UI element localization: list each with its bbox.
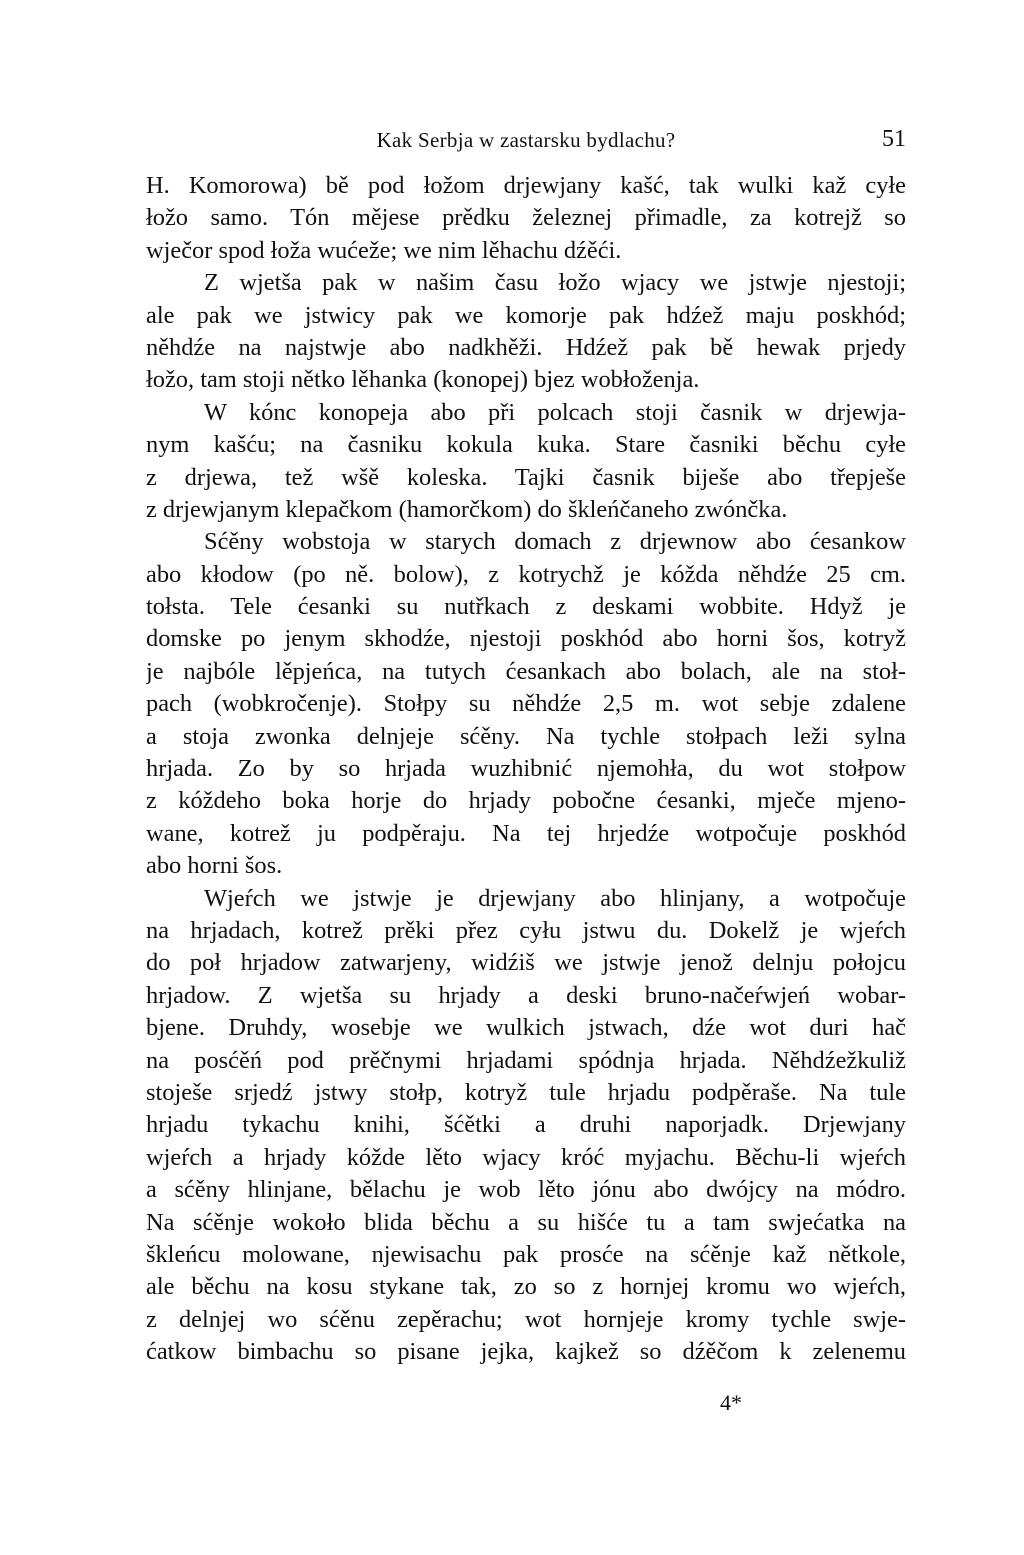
text-line: a stoja zwonka delnjeje sćěny. Na tychle stołpach leži sylna <box>146 722 906 750</box>
text-line: abo kłodow (po ně. bolow), z kotrychž je kóžda něhdźe 25 cm. <box>146 560 906 588</box>
page-header <box>146 118 906 168</box>
text-line: hrjadow. Z wjetša su hrjady a deski bruno-načeŕwjeń wobar- <box>146 981 906 1009</box>
text-line: něhdźe na najstwje abo nadkhěži. Hdźež pak bě hewak prjedy <box>146 333 906 361</box>
text-line: z drjewjanym klepačkom (hamorčkom) do škleńčaneho zwónčka. <box>146 495 788 523</box>
text-line: H. Komorowa) bě pod łožom drjewjany kašć, tak wulki kaž cyłe <box>146 172 906 199</box>
text-line: pach (wobkročenje). Stołpy su něhdźe 2,5 m. wot sebje zdalene <box>146 690 906 718</box>
running-title: Kak Serbja w zastarsku bydlachu? <box>376 128 676 152</box>
text-line: W kónc konopeja abo při polcach stoji časnik w drjewja- <box>204 398 906 426</box>
text-line: na hrjadach, kotrež prěki přez cyłu jstwu du. Dokelž je wjeŕch <box>146 916 906 944</box>
text-line: łožo, tam stoji nětko lěhanka (konopej) bjez wobłoženja. <box>146 366 700 394</box>
text-line: domske po jenym skhodźe, njestoji poskhód abo horni šos, kotryž <box>146 625 906 653</box>
text-line: łožo samo. Tón mějese prědku železnej přimadle, za kotrejž so <box>146 204 906 232</box>
text-line: je najbóle lěpjeńca, na tutych ćesankach abo bolach, ale na stoł- <box>146 657 906 685</box>
text-line: hrjadu tykachu knihi, šćětki a druhi naporjadk. Drjewjany <box>146 1111 906 1139</box>
text-line: wječor spod łoža wućeže; we nim lěhachu dźěći. <box>146 236 622 264</box>
text-line: z delnjej wo sćěnu zepěrachu; wot hornjeje kromy tychle swje- <box>146 1305 906 1333</box>
text-line: bjene. Druhdy, wosebje we wulkich jstwach, dźe wot duri hač <box>146 1014 906 1042</box>
text-line: stoješe srjedź jstwy stołp, kotryž tule hrjadu podpěraše. Na tule <box>146 1078 906 1106</box>
printer-signature-mark: 4* <box>720 1390 742 1415</box>
text-line: Na sćěnje wokoło blida běchu a su hišće tu a tam swjećatka na <box>146 1208 906 1236</box>
text-line: tołsta. Tele ćesanki su nutřkach z deskami wobbite. Hdyž je <box>146 593 906 621</box>
text-line: ćatkow bimbachu so pisane jejka, kajkež so dźěčom k zelenemu <box>146 1338 906 1366</box>
text-line: Wjeŕch we jstwje je drjewjany abo hlinjany, a wotpočuje <box>204 884 906 912</box>
body-text <box>146 170 906 1368</box>
text-line: do poł hrjadow zatwarjeny, widźiš we jstwje jenož delnju połojcu <box>146 949 906 977</box>
text-line: a sćěny hlinjane, bělachu je wob lěto jónu abo dwójcy na módro. <box>146 1176 906 1204</box>
text-line: wane, kotrež ju podpěraju. Na tej hrjedźe wotpočuje poskhód <box>146 819 906 847</box>
text-line: nym kašću; na časniku kokula kuka. Stare časniki běchu cyłe <box>146 431 906 459</box>
text-line: Sćěny wobstoja w starych domach z drjewnow abo ćesankow <box>204 528 906 556</box>
text-line: z drjewa, tež wšě koleska. Tajki časnik biješe abo třepješe <box>146 463 906 491</box>
text-line: ale běchu na kosu stykane tak, zo so z hornjej kromu wo wjeŕch, <box>146 1273 906 1301</box>
text-line: škleńcu molowane, njewisachu pak prosće na sćěnje kaž nětkole, <box>146 1240 906 1268</box>
text-line: na posćěń pod prěčnymi hrjadami spódnja hrjada. Něhdźežkuliž <box>146 1046 906 1074</box>
page-number: 51 <box>882 126 906 152</box>
text-line: wjeŕch a hrjady kóžde lěto wjacy króć myjachu. Běchu-li wjeŕch <box>146 1143 906 1171</box>
text-line: Z wjetša pak w našim času łožo wjacy we jstwje njestoji; <box>204 269 906 297</box>
text-line: abo horni šos. <box>146 852 283 880</box>
text-line: hrjada. Zo by so hrjada wuzhibnić njemohła, du wot stołpow <box>146 755 906 783</box>
text-line: ale pak we jstwicy pak we komorje pak hdźež maju poskhód; <box>146 301 906 329</box>
text-line: z kóždeho boka horje do hrjady pobočne ćesanki, mječe mjeno- <box>146 787 906 815</box>
